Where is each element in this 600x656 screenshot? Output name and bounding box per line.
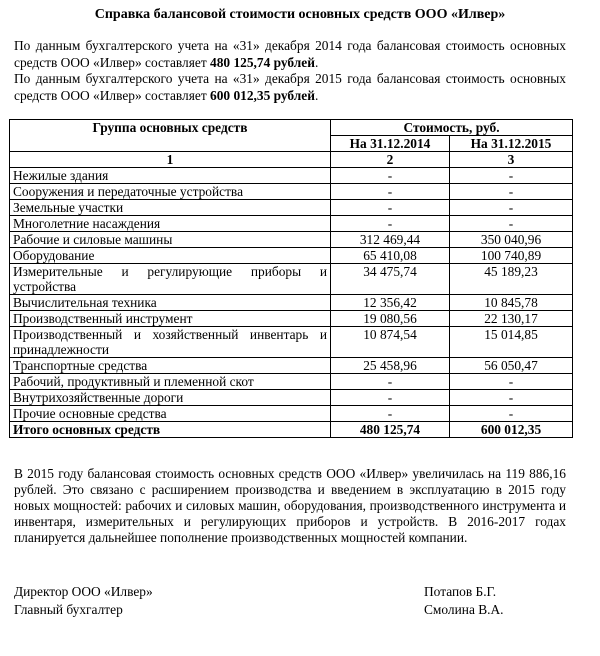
table-row (10, 311, 573, 327)
table-row (10, 358, 573, 374)
value-2014: 312 469,44 (331, 232, 450, 248)
table-row (10, 374, 573, 390)
table-row (10, 295, 573, 311)
value-2014: 25 458,96 (331, 358, 450, 374)
asset-name: Производственный инструмент (10, 311, 331, 327)
value-2014: 10 874,54 (331, 327, 450, 358)
intro-2014-value: 480 125,74 рублей (210, 54, 315, 70)
value-2014: - (331, 184, 450, 200)
total-2014: 480 125,74 (331, 422, 450, 438)
asset-name: Прочие основные средства (10, 406, 331, 422)
fixed-assets-table (9, 119, 573, 438)
intro-paragraph-2015: По данным бухгалтерского учета на «31» декабря 2015 года балансовая стоимость основных средств ООО «Илвер» составляет 600 012,35 рублей. (14, 71, 566, 103)
value-2015: 56 050,47 (450, 358, 573, 374)
asset-name: Земельные участки (10, 200, 331, 216)
total-label: Итого основных средств (10, 422, 331, 438)
value-2014: - (331, 390, 450, 406)
table-row (10, 327, 573, 358)
value-2014: 19 080,56 (331, 311, 450, 327)
value-2015: 10 845,78 (450, 295, 573, 311)
conclusion-paragraph: В 2015 году балансовая стоимость основных средств ООО «Илвер» увеличилась на 119 886,16 рублей. Это связано с расширением производства и введением в эксплуатацию в 2015 году новых мощностей: рабочих и силовых машин, оборудования, производственного инструмента и инвентаря, измерительных и регулирующих приборов и устройств. В 2016-2017 годах планируется дальнейшее пополнение производственных мощностей компании. (14, 466, 566, 545)
asset-name: Оборудование (10, 248, 331, 264)
value-2015: - (450, 390, 573, 406)
column-number-3: 3 (450, 152, 573, 168)
value-2014: 12 356,42 (331, 295, 450, 311)
intro-2015-text: По данным бухгалтерского учета на «31» декабря 2015 года балансовая стоимость основных средств ООО «Илвер» составляет (14, 71, 566, 103)
table-row (10, 406, 573, 422)
header-asset-group: Группа основных средств (10, 120, 331, 152)
header-date-2015: На 31.12.2015 (450, 136, 573, 152)
value-2015: 22 130,17 (450, 311, 573, 327)
value-2015: - (450, 184, 573, 200)
table-body (10, 168, 573, 438)
value-2015: 350 040,96 (450, 232, 573, 248)
asset-name: Производственный и хозяйственный инвентарь и принадлежности (10, 327, 331, 358)
value-2014: 34 475,74 (331, 264, 450, 295)
value-2015: - (450, 406, 573, 422)
value-2014: - (331, 168, 450, 184)
asset-name: Рабочий, продуктивный и племенной скот (10, 374, 331, 390)
director-title: Директор ООО «Илвер» (14, 584, 153, 599)
value-2015: 45 189,23 (450, 264, 573, 295)
asset-name: Измерительные и регулирующие приборы и устройства (10, 264, 331, 295)
asset-name: Рабочие и силовые машины (10, 232, 331, 248)
director-name: Потапов Б.Г. (424, 584, 497, 599)
value-2015: 100 740,89 (450, 248, 573, 264)
column-number-2: 2 (331, 152, 450, 168)
asset-name: Нежилые здания (10, 168, 331, 184)
table-row (10, 264, 573, 295)
value-2015: 15 014,85 (450, 327, 573, 358)
value-2014: - (331, 374, 450, 390)
table-row (10, 168, 573, 184)
value-2014: - (331, 406, 450, 422)
value-2015: - (450, 200, 573, 216)
value-2014: 65 410,08 (331, 248, 450, 264)
intro-paragraph-2014: По данным бухгалтерского учета на «31» декабря 2014 года балансовая стоимость основных средств ООО «Илвер» составляет 480 125,74 рублей. (14, 38, 566, 70)
value-2015: - (450, 216, 573, 232)
column-number-1: 1 (10, 152, 331, 168)
document-title: Справка балансовой стоимости основных средств ООО «Илвер» (94, 7, 506, 22)
accountant-title: Главный бухгалтер (14, 602, 123, 617)
value-2015: - (450, 374, 573, 390)
asset-name: Многолетние насаждения (10, 216, 331, 232)
asset-name: Вычислительная техника (10, 295, 331, 311)
intro-2015-value: 600 012,35 рублей (210, 87, 315, 103)
accountant-name: Смолина В.А. (424, 602, 504, 617)
header-cost: Стоимость, руб. (331, 120, 573, 136)
asset-name: Внутрихозяйственные дороги (10, 390, 331, 406)
total-2015: 600 012,35 (450, 422, 573, 438)
table-row (10, 200, 573, 216)
intro-2014-text: По данным бухгалтерского учета на «31» декабря 2014 года балансовая стоимость основных средств ООО «Илвер» составляет (14, 38, 566, 70)
table-row (10, 216, 573, 232)
table-row (10, 390, 573, 406)
table-row (10, 248, 573, 264)
table-row (10, 232, 573, 248)
table-row (10, 184, 573, 200)
header-date-2014: На 31.12.2014 (331, 136, 450, 152)
value-2014: - (331, 216, 450, 232)
value-2015: - (450, 168, 573, 184)
total-row (10, 422, 573, 438)
asset-name: Сооружения и передаточные устройства (10, 184, 331, 200)
asset-name: Транспортные средства (10, 358, 331, 374)
value-2014: - (331, 200, 450, 216)
intro-block (14, 38, 566, 104)
